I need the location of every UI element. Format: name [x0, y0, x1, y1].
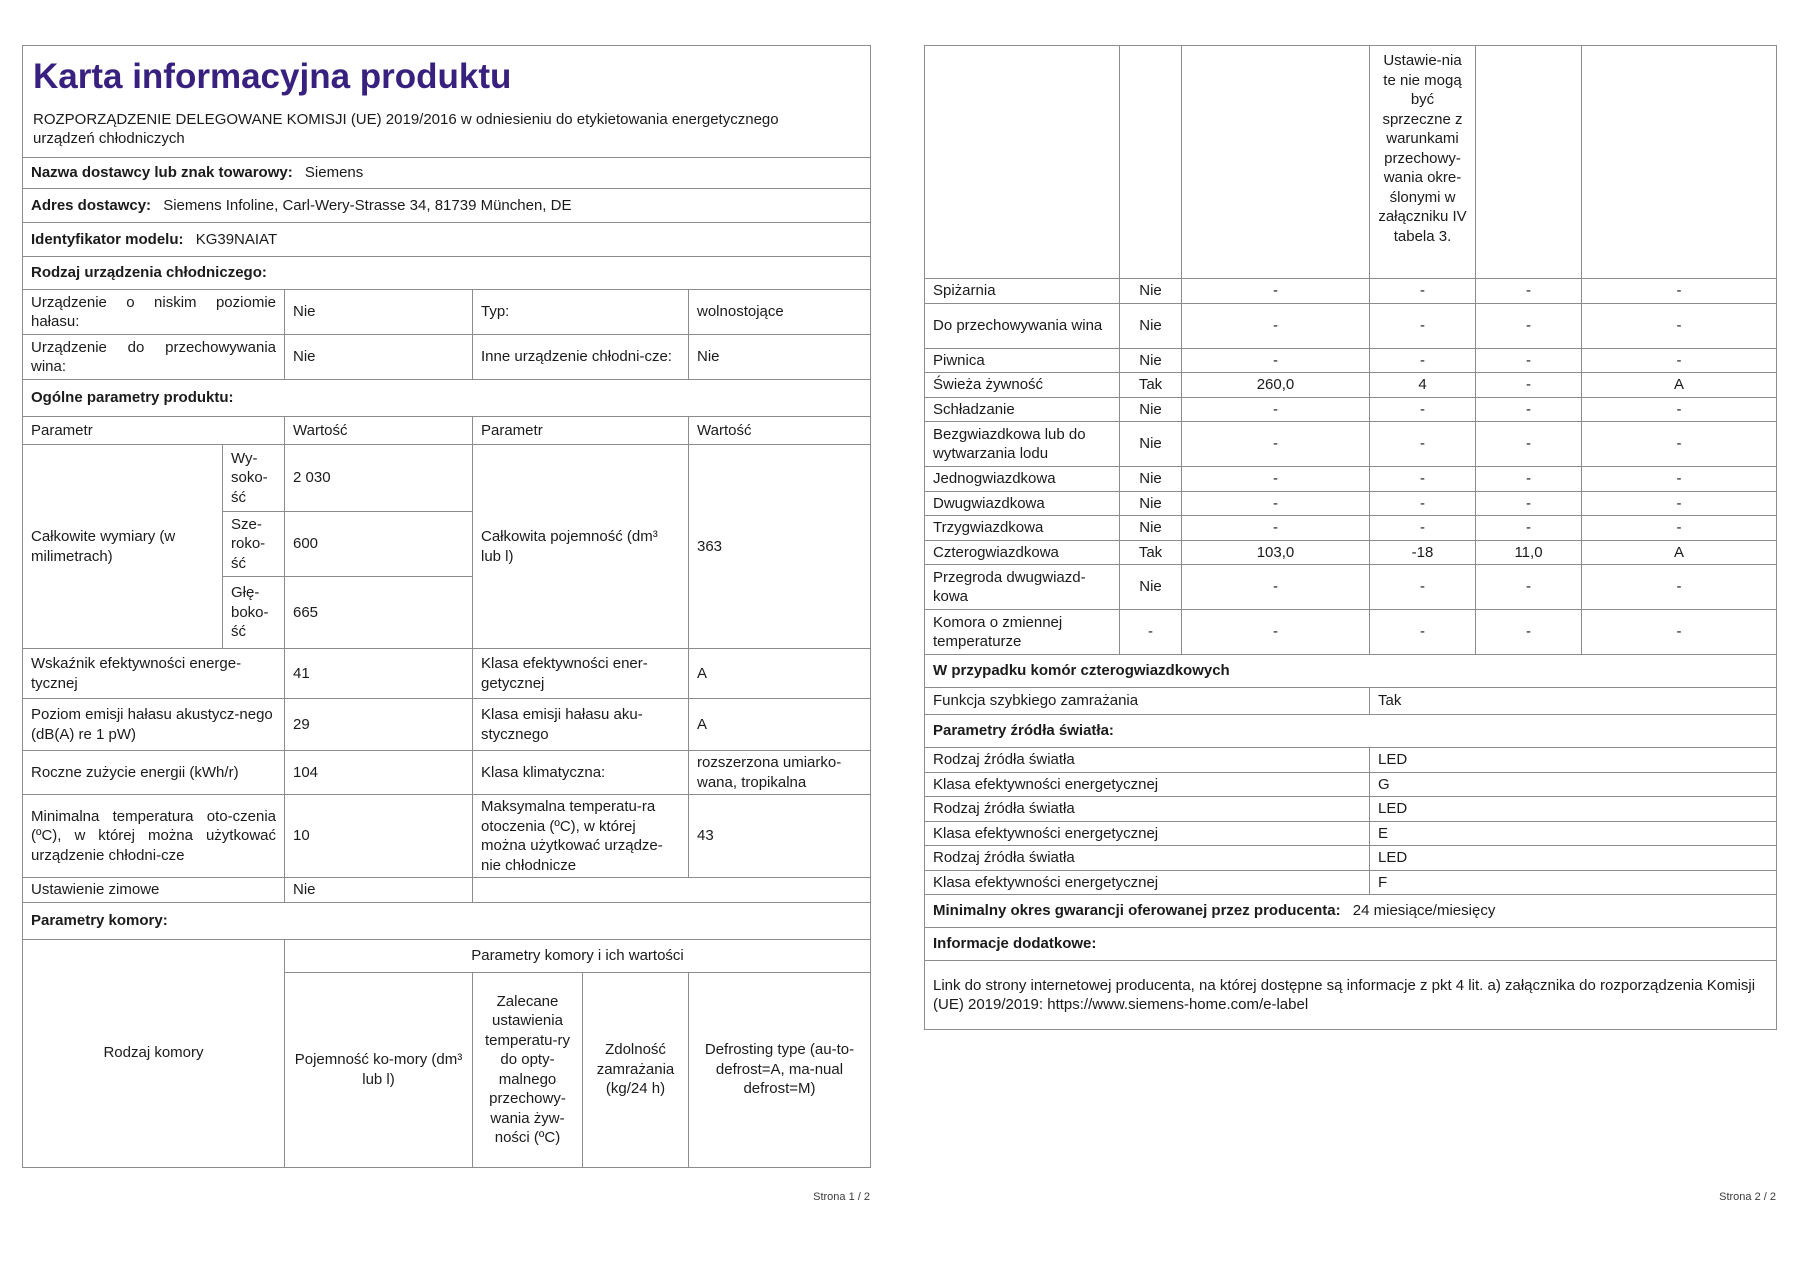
table-row [23, 445, 871, 512]
chamber-name: Świeża żywność [925, 373, 1120, 398]
address-label: Adres dostawcy: [31, 196, 152, 214]
param-value: 363 [689, 445, 871, 649]
additional-info-header: Informacje dodatkowe: [925, 928, 1777, 961]
chamber-span-header-row [23, 939, 871, 972]
chamber-freeze: - [1476, 422, 1582, 467]
page-title: Karta informacyjna produktu [33, 57, 512, 96]
chamber-row [925, 540, 1777, 565]
model-value: KG39NAIAT [195, 230, 278, 248]
supplier-row [23, 158, 871, 189]
chamber-row [925, 348, 1777, 373]
chamber-capacity: - [1182, 422, 1370, 467]
param-label: Funkcja szybkiego zamrażania [925, 688, 1370, 715]
chamber-row [925, 516, 1777, 541]
param-value: 29 [285, 699, 473, 751]
chamber-row [925, 373, 1777, 398]
param-value: 43 [689, 795, 871, 878]
chamber-name: Czterogwiazdkowa [925, 540, 1120, 565]
chamber-freeze: - [1476, 467, 1582, 492]
empty-cell [473, 878, 871, 903]
dimension-name: Głę-boko-ść [223, 577, 285, 649]
title-cell [23, 46, 871, 158]
column-header: Zdolność zamrażania (kg/24 h) [583, 972, 689, 1167]
light-source-row [925, 797, 1777, 822]
chamber-capacity: - [1182, 348, 1370, 373]
param-value: LED [1370, 797, 1777, 822]
section-header-row [925, 715, 1777, 748]
chamber-present: Nie [1120, 467, 1182, 492]
param-label: Poziom emisji hałasu akustycz-nego (dB(A) re 1 pW) [23, 699, 285, 751]
param-label: Rodzaj źródła światła [925, 748, 1370, 773]
device-type-header: Rodzaj urządzenia chłodniczego: [23, 257, 871, 290]
light-source-row [925, 748, 1777, 773]
param-value: Nie [689, 335, 871, 380]
light-source-row [925, 870, 1777, 895]
section-header-row [23, 257, 871, 290]
page-1 [22, 45, 870, 1168]
page-number-2: Strona 2 / 2 [1719, 1191, 1776, 1203]
chamber-freeze: - [1476, 303, 1582, 348]
empty-cell [1582, 46, 1777, 279]
table-row [23, 699, 871, 751]
chamber-capacity: - [1182, 279, 1370, 304]
chamber-temp: - [1370, 348, 1476, 373]
address-row [23, 189, 871, 223]
table-row [23, 751, 871, 795]
chamber-name: Bezgwiazdkowa lub do wytwarzania lodu [925, 422, 1120, 467]
chamber-present: Tak [1120, 540, 1182, 565]
light-source-row [925, 846, 1777, 871]
param-value: rozszerzona umiarko-wana, tropikalna [689, 751, 871, 795]
address-value: Siemens Infoline, Carl-Wery-Strasse 34, 81739 München, DE [163, 196, 572, 214]
table-row [23, 290, 871, 335]
chamber-capacity: - [1182, 491, 1370, 516]
chamber-type-column-header: Rodzaj komory [23, 939, 285, 1167]
chamber-freeze: - [1476, 397, 1582, 422]
chamber-name: Komora o zmiennej temperaturze [925, 610, 1120, 655]
param-label: Klasa efektywności energetycznej [925, 821, 1370, 846]
light-source-row [925, 772, 1777, 797]
param-label: Ustawienie zimowe [23, 878, 285, 903]
param-label: Całkowita pojemność (dm³ lub l) [473, 445, 689, 649]
table-row [23, 878, 871, 903]
chamber-freeze: - [1476, 565, 1582, 610]
chamber-name: Przegroda dwugwiazd-kowa [925, 565, 1120, 610]
chamber-capacity: - [1182, 610, 1370, 655]
chamber-temp: - [1370, 467, 1476, 492]
param-label: Rodzaj źródła światła [925, 846, 1370, 871]
light-source-row [925, 821, 1777, 846]
param-label: Roczne zużycie energii (kWh/r) [23, 751, 285, 795]
guarantee-label: Minimalny okres gwarancji oferowanej przez producenta: [933, 902, 1341, 920]
empty-cell [1120, 46, 1182, 279]
chamber-temp: - [1370, 516, 1476, 541]
model-cell [23, 223, 871, 257]
additional-info-row [925, 961, 1777, 1030]
section-header-row [23, 902, 871, 939]
chamber-name: Trzygwiazdkowa [925, 516, 1120, 541]
chamber-name: Spiżarnia [925, 279, 1120, 304]
address-cell [23, 189, 871, 223]
supplier-cell [23, 158, 871, 189]
chamber-capacity: 103,0 [1182, 540, 1370, 565]
param-label: Inne urządzenie chłodni-cze: [473, 335, 689, 380]
chamber-defrost: - [1582, 491, 1777, 516]
param-label: Klasa efektywności energetycznej [925, 772, 1370, 797]
chamber-defrost: - [1582, 467, 1777, 492]
chamber-capacity: - [1182, 303, 1370, 348]
param-label: Urządzenie do przechowywania wina: [23, 335, 285, 380]
dimension-name: Sze-roko-ść [223, 512, 285, 577]
supplier-value: Siemens [304, 164, 364, 182]
chamber-defrost: - [1582, 516, 1777, 541]
chamber-row [925, 491, 1777, 516]
chamber-present: Nie [1120, 303, 1182, 348]
column-header: Zalecane ustawienia temperatu-ry do opty-malnego przechowy-wania żyw-ności (ºC) [473, 972, 583, 1167]
product-fiche-table-page2 [924, 45, 1777, 1030]
chamber-name: Do przechowywania wina [925, 303, 1120, 348]
chamber-defrost: - [1582, 348, 1777, 373]
chamber-header-continuation-row [925, 46, 1777, 279]
param-label: Rodzaj źródła światła [925, 797, 1370, 822]
table-row [925, 688, 1777, 715]
chamber-defrost: - [1582, 303, 1777, 348]
chamber-row [925, 610, 1777, 655]
param-value: Tak [1370, 688, 1777, 715]
column-header: Parametr [23, 417, 285, 445]
param-value: E [1370, 821, 1777, 846]
chamber-row [925, 422, 1777, 467]
param-value: A [689, 699, 871, 751]
param-label: Urządzenie o niskim poziomie hałasu: [23, 290, 285, 335]
chamber-present: Nie [1120, 397, 1182, 422]
empty-cell [925, 46, 1120, 279]
chamber-freeze: - [1476, 348, 1582, 373]
chamber-name: Piwnica [925, 348, 1120, 373]
chamber-present: Nie [1120, 516, 1182, 541]
chamber-row [925, 467, 1777, 492]
guarantee-cell [925, 895, 1777, 928]
param-label: Klasa efektywności energetycznej [925, 870, 1370, 895]
param-label: Klasa klimatyczna: [473, 751, 689, 795]
chamber-freeze: 11,0 [1476, 540, 1582, 565]
chamber-temp: -18 [1370, 540, 1476, 565]
dimension-value: 600 [285, 512, 473, 577]
chamber-values-span-header: Parametry komory i ich wartości [285, 939, 871, 972]
chamber-present: Nie [1120, 422, 1182, 467]
chamber-present: Nie [1120, 491, 1182, 516]
param-value: LED [1370, 846, 1777, 871]
chamber-defrost: A [1582, 540, 1777, 565]
param-value: Nie [285, 290, 473, 335]
table-row [23, 795, 871, 878]
param-value: G [1370, 772, 1777, 797]
supplier-label: Nazwa dostawcy lub znak towarowy: [31, 164, 293, 182]
chamber-row [925, 397, 1777, 422]
chamber-freeze: - [1476, 373, 1582, 398]
param-label: Wskaźnik efektywności energe-tycznej [23, 649, 285, 699]
column-header: Parametr [473, 417, 689, 445]
chamber-freeze: - [1476, 491, 1582, 516]
model-label: Identyfikator modelu: [31, 230, 184, 248]
section-header-row [925, 655, 1777, 688]
table-row [23, 649, 871, 699]
chamber-capacity: 260,0 [1182, 373, 1370, 398]
dimension-name: Wy-soko-ść [223, 445, 285, 512]
chamber-temp: 4 [1370, 373, 1476, 398]
guarantee-value: 24 miesiące/miesięcy [1352, 902, 1496, 920]
column-header-row [23, 417, 871, 445]
chamber-defrost: - [1582, 279, 1777, 304]
empty-cell [1182, 46, 1370, 279]
section-header-row [925, 928, 1777, 961]
chamber-defrost: A [1582, 373, 1777, 398]
regulation-text: ROZPORZĄDZENIE DELEGOWANE KOMISJI (UE) 2019/2016 w odniesieniu do etykietowania energetycznego urządzeń chłodniczych [33, 110, 779, 147]
chamber-present: Nie [1120, 279, 1182, 304]
chamber-freeze: - [1476, 610, 1582, 655]
param-value: 10 [285, 795, 473, 878]
light-source-header: Parametry źródła światła: [925, 715, 1777, 748]
chamber-params-header: Parametry komory: [23, 902, 871, 939]
chamber-present: Nie [1120, 565, 1182, 610]
chamber-temp: - [1370, 610, 1476, 655]
chamber-name: Schładzanie [925, 397, 1120, 422]
chamber-row [925, 279, 1777, 304]
column-header: Wartość [689, 417, 871, 445]
model-row [23, 223, 871, 257]
param-label: Maksymalna temperatu-ra otoczenia (ºC), w której można użytkować urządze-nie chłodnicze [473, 795, 689, 878]
chamber-temp: - [1370, 565, 1476, 610]
param-label: Minimalna temperatura oto-czenia (ºC), w której można użytkować urządzenie chłodni-cze [23, 795, 285, 878]
title-row [23, 46, 871, 158]
chamber-defrost: - [1582, 397, 1777, 422]
param-value: Nie [285, 335, 473, 380]
chamber-capacity: - [1182, 467, 1370, 492]
param-value: LED [1370, 748, 1777, 773]
chamber-capacity: - [1182, 516, 1370, 541]
param-value: Nie [285, 878, 473, 903]
dimension-value: 2 030 [285, 445, 473, 512]
empty-cell [1476, 46, 1582, 279]
chamber-present: - [1120, 610, 1182, 655]
column-header: Wartość [285, 417, 473, 445]
page-number-1: Strona 1 / 2 [813, 1191, 870, 1203]
section-header-row [23, 380, 871, 417]
param-label: Klasa emisji hałasu aku-stycznego [473, 699, 689, 751]
chamber-freeze: - [1476, 279, 1582, 304]
column-header: Pojemność ko-mory (dm³ lub l) [285, 972, 473, 1167]
product-fiche-table-page1 [22, 45, 871, 1168]
chamber-row [925, 565, 1777, 610]
param-label: Typ: [473, 290, 689, 335]
param-value: A [689, 649, 871, 699]
chamber-name: Dwugwiazdkowa [925, 491, 1120, 516]
table-row [23, 335, 871, 380]
guarantee-row [925, 895, 1777, 928]
param-value: 41 [285, 649, 473, 699]
general-params-header: Ogólne parametry produktu: [23, 380, 871, 417]
chamber-defrost: - [1582, 610, 1777, 655]
chamber-defrost: - [1582, 565, 1777, 610]
chamber-capacity: - [1182, 397, 1370, 422]
column-header: Defrosting type (au-to-defrost=A, ma-nual defrost=M) [689, 972, 871, 1167]
chamber-temp: - [1370, 491, 1476, 516]
manufacturer-link-text: Link do strony internetowej producenta, na której dostępne są informacje z pkt 4 lit. a) załącznika do rozporządzenia Komisji (UE) 2019/2019: https://www.siemens-home.com/e-label [925, 961, 1777, 1030]
chamber-temp: - [1370, 303, 1476, 348]
param-label: Całkowite wymiary (w milimetrach) [23, 445, 223, 649]
chamber-temp: - [1370, 422, 1476, 467]
chamber-present: Tak [1120, 373, 1182, 398]
dimension-value: 665 [285, 577, 473, 649]
param-value: F [1370, 870, 1777, 895]
chamber-capacity: - [1182, 565, 1370, 610]
param-value: 104 [285, 751, 473, 795]
chamber-name: Jednogwiazdkowa [925, 467, 1120, 492]
chamber-freeze: - [1476, 516, 1582, 541]
chamber-temp: - [1370, 397, 1476, 422]
chamber-defrost: - [1582, 422, 1777, 467]
chamber-row [925, 303, 1777, 348]
four-star-header: W przypadku komór czterogwiazdkowych [925, 655, 1777, 688]
chamber-present: Nie [1120, 348, 1182, 373]
temp-settings-note: Ustawie-nia te nie mogą być sprzeczne z warunkami przechowy-wania okre-ślonymi w załączniku IV tabela 3. [1370, 46, 1476, 279]
param-label: Klasa efektywności ener-getycznej [473, 649, 689, 699]
param-value: wolnostojące [689, 290, 871, 335]
chamber-temp: - [1370, 279, 1476, 304]
page-2 [924, 45, 1776, 1030]
